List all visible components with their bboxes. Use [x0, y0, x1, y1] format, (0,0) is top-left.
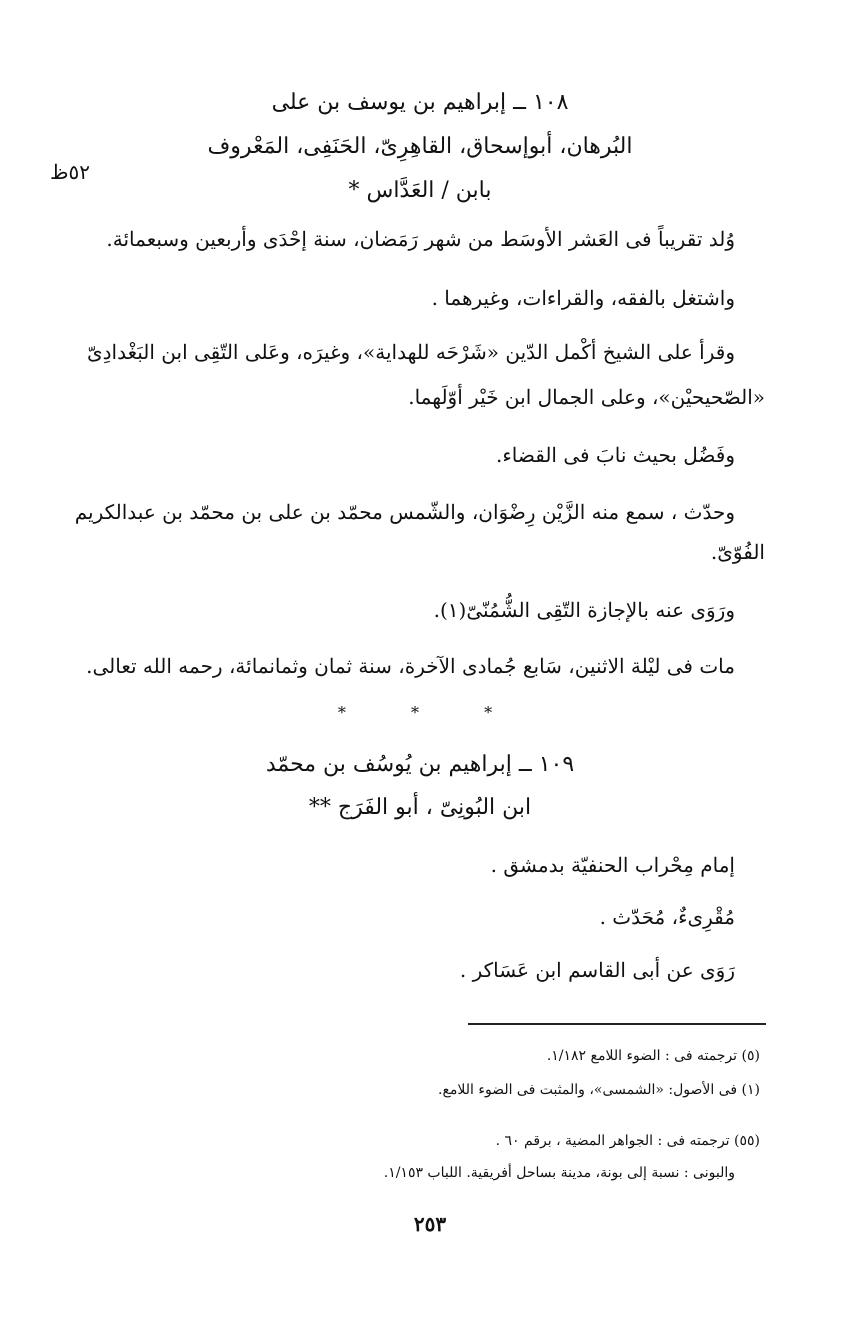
entry-109-reciter: مُقْرِىءٌ، مُحَدّث . [599, 905, 735, 929]
margin-folio-note: ٥٢ظ [50, 160, 90, 184]
entry-108-excelled: وفَضُل بحيث نابَ فى القضاء. [496, 443, 735, 467]
entry-108-read-line1: وقرأ على الشيخ أكْمل الدّين «شَرْحَه للهداية»، وغيرَه، وعَلى التّقِى ابن البَغْدادِىّ [87, 340, 735, 364]
entry-108-licensed: ورَوَى عنه بالإجازة التّقِى الشُّمُنّىّ(١). [433, 598, 735, 622]
footnote-buni: والبونى : نسبة إلى بونة، مدينة بساحل أفريقية. اللباب ١/١٥٣. [383, 1165, 735, 1181]
entry-108-died: مات فى ليْلة الاثنين، سَابع جُمادى الآخرة، سنة ثمان وثمانمائة، رحمه الله تعالى. [86, 654, 735, 678]
entry-108-read-line2: «الصّحيحيْن»، وعلى الجمال ابن خَيْر أوّلَهما. [408, 385, 765, 409]
entry-108-title-names: البُرهان، أبوإسحاق، القاهِرِىّ، الحَنَفِى، المَعْروف [207, 134, 633, 159]
entry-109-narrated: رَوَى عن أبى القاسم ابن عَسَاكر . [459, 958, 735, 982]
entry-109-imam: إمام مِحْراب الحنفيّة بدمشق . [490, 853, 735, 877]
footnote-star: (٥) ترجمته فى : الضوء اللامع ١/١٨٢. [546, 1048, 760, 1064]
footnote-double-star: (٥٥) ترجمته فى : الجواهر المضية ، برقم ٦٠ . [495, 1133, 760, 1149]
entry-108-studied: واشتغل بالفقه، والقراءات، وغيرهما . [431, 286, 735, 310]
entry-109-title: ١٠٩ ــ إبراهيم بن يُوسُف بن محمّد [265, 752, 575, 777]
entry-108-narrated-line1: وحدّث ، سمع منه الزَّيْن رِضْوَان، والشّمس محمّد بن على بن محمّد بن عبدالكريم [74, 500, 735, 524]
page-number: ٢٥٣ [413, 1212, 447, 1236]
entry-108-title: ١٠٨ ــ إبراهيم بن يوسف بن على [271, 90, 569, 115]
entry-108-title-known-as: بابن / العَدَّاس * [348, 178, 492, 203]
section-separator-stars: * * * [337, 703, 523, 722]
entry-108-narrated-line2: الفُوّىّ. [710, 540, 765, 564]
footnote-divider [468, 1023, 766, 1025]
entry-108-born: وُلد تقريباً فى العَشر الأوسَط من شهر رَمَضان، سنة إحْدَى وأربعين وسبعمائة. [106, 227, 735, 251]
footnote-1: (١) فى الأصول: «الشمسى»، والمثبت فى الضوء اللامع. [438, 1082, 760, 1098]
entry-109-title-names: ابن البُونِىّ ، أبو الفَرَج ** [308, 795, 532, 820]
